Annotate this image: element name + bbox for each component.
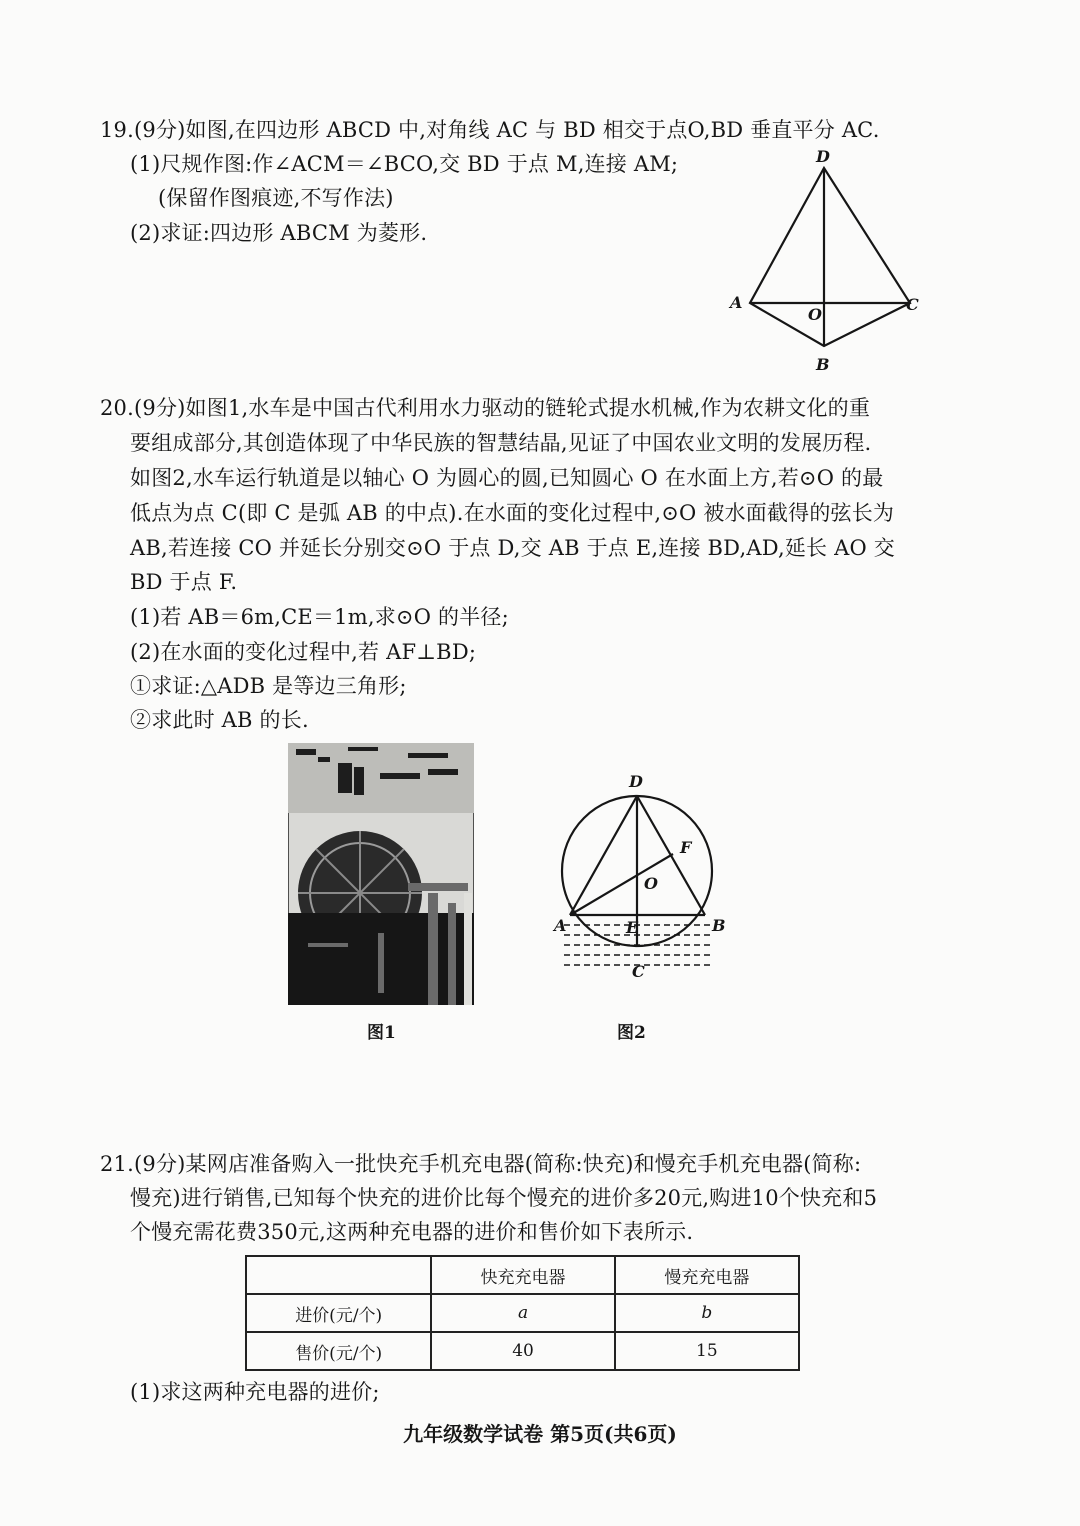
q20-part2: (2)在水面的变化过程中,若 AF⊥BD; [130,640,477,664]
fig2-caption: 图2 [617,1023,646,1043]
q19-part1: (1)尺规作图:作∠ACM＝∠BCO,交 BD 于点 M,连接 AM; [130,152,679,176]
fig2-label-f: F [680,838,692,857]
fig2-label-a: A [554,916,567,935]
q19-stem: 19.(9分)如图,在四边形 ABCD 中,对角线 AC 与 BD 相交于点O,BD 垂直平分 AC. [100,118,880,142]
q19-label-d: D [816,147,830,166]
table-cell: 15 [615,1332,799,1370]
table-header-row [246,1256,799,1294]
q21-part1: (1)求这两种充电器的进价; [130,1380,380,1404]
q20-line-2: 要组成部分,其创造体现了中华民族的智慧结晶,见证了中国农业文明的发展历程. [130,431,872,455]
q20-part1: (1)若 AB＝6m,CE＝1m,求⊙O 的半径; [130,605,509,629]
fig2-label-c: C [632,962,645,981]
q20-line-1: 20.(9分)如图1,水车是中国古代利用水力驱动的链轮式提水机械,作为农耕文化的重 [100,396,871,420]
table-header-cell [246,1256,431,1294]
fig2-label-o: O [644,874,658,893]
table-header-cell: 快充充电器 [431,1256,614,1294]
q20-part2-1: ①求证:△ADB 是等边三角形; [130,674,407,698]
q19-part1-note: (保留作图痕迹,不写作法) [158,186,394,210]
fig2-label-b: B [712,916,726,935]
table-cell: a [431,1294,614,1332]
page-footer: 九年级数学试卷 第5页(共6页) [403,1422,677,1446]
q19-label-b: B [816,355,830,374]
fig1-caption: 图1 [367,1023,396,1043]
q20-part2-2: ②求此时 AB 的长. [130,708,309,732]
q21-line-1: 21.(9分)某网店准备购入一批快充手机充电器(简称:快充)和慢充手机充电器(简称: [100,1152,862,1176]
circle-diagram [550,765,740,985]
q20-line-6: BD 于点 F. [130,570,238,594]
q19-part2: (2)求证:四边形 ABCM 为菱形. [130,221,428,245]
table-header-cell: 慢充充电器 [615,1256,799,1294]
fig2-label-e: E [626,918,639,937]
price-table [245,1255,800,1371]
table-row [246,1332,799,1370]
fig2-label-d: D [629,772,643,791]
table-cell: b [615,1294,799,1332]
q20-line-5: AB,若连接 CO 并延长分别交⊙O 于点 D,交 AB 于点 E,连接 BD,AD,延长 AO 交 [130,536,895,560]
q21-line-2: 慢充)进行销售,已知每个快充的进价比每个慢充的进价多20元,购进10个快充和5 [130,1186,878,1210]
q20-line-4: 低点为点 C(即 C 是弧 AB 的中点).在水面的变化过程中,⊙O 被水面截得的弦长为 [130,501,895,525]
q21-line-3: 个慢充需花费350元,这两种充电器的进价和售价如下表所示. [130,1220,694,1244]
table-cell: 售价(元/个) [246,1332,431,1370]
q20-line-3: 如图2,水车运行轨道是以轴心 O 为圆心的圆,已知圆心 O 在水面上方,若⊙O 的最 [130,466,884,490]
q19-label-c: C [906,295,919,314]
q19-label-a: A [730,293,743,312]
table-row [246,1294,799,1332]
q19-label-o: O [808,305,822,324]
q19-quadrilateral-figure [720,140,940,380]
table-cell: 进价(元/个) [246,1294,431,1332]
water-wheel-photo [288,743,474,1005]
table-cell: 40 [431,1332,614,1370]
